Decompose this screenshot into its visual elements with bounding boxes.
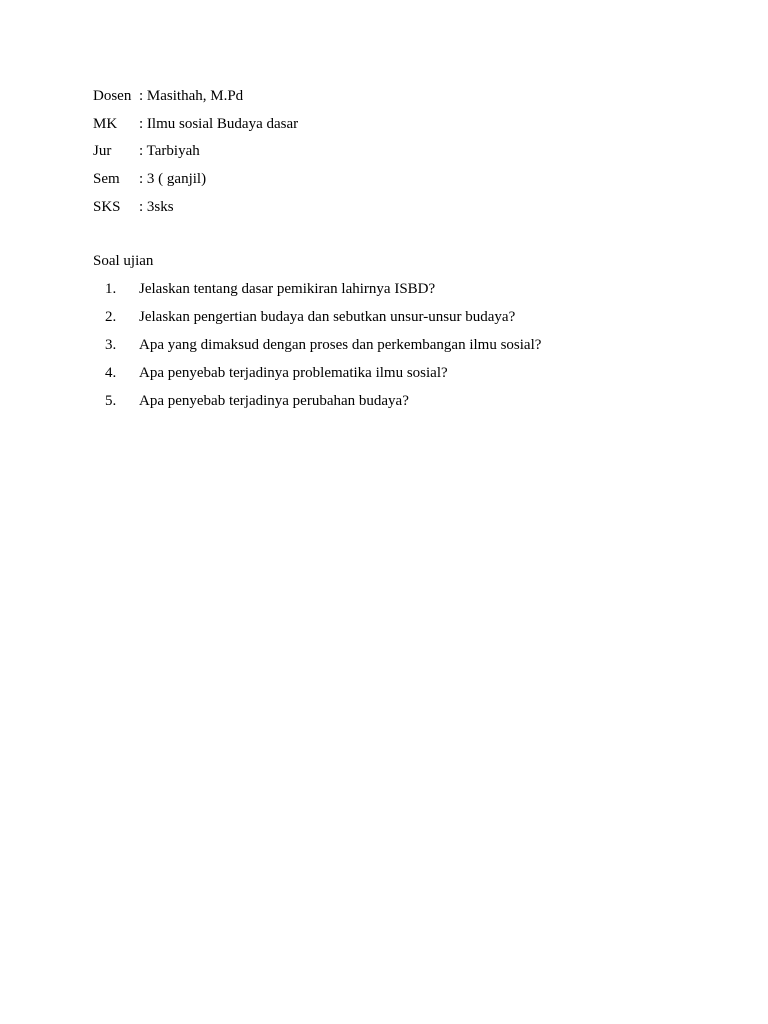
info-value: : Ilmu sosial Budaya dasar [139,115,299,132]
question-list [93,279,541,419]
question-number: 4. [105,365,117,381]
info-label: Jur [93,143,112,160]
info-row-sem [93,169,298,197]
question-text: Jelaskan pengertian budaya dan sebutkan unsur-unsur budaya? [139,309,516,325]
question-number: 3. [105,337,117,353]
question-text: Apa penyebab terjadinya problematika ilmu sosial? [139,365,448,381]
question-number: 1. [105,281,117,297]
section-title: Soal ujian [93,253,154,269]
question-item [93,335,541,363]
info-value: : Masithah, M.Pd [139,88,244,104]
info-value: : 3sks [139,198,174,215]
question-number: 2. [105,309,117,325]
info-label: Sem [93,171,120,188]
question-item [93,391,541,419]
question-text: Apa yang dimaksud dengan proses dan perkembangan ilmu sosial? [139,337,542,353]
question-text: Apa penyebab terjadinya perubahan budaya? [139,393,409,409]
info-label: Dosen [93,88,132,104]
info-value: : Tarbiyah [139,143,200,160]
question-item [93,307,541,335]
question-number: 5. [105,393,117,409]
info-label: SKS [93,198,121,215]
info-row-sks [93,197,298,225]
course-info [93,86,298,224]
info-row-jur [93,141,298,169]
question-text: Jelaskan tentang dasar pemikiran lahirnya ISBD? [139,281,436,297]
question-item [93,363,541,391]
info-value: : 3 ( ganjil) [139,171,207,188]
info-row-dosen [93,86,298,114]
info-label: MK [93,115,118,132]
info-row-mk [93,114,298,142]
question-item [93,279,541,307]
